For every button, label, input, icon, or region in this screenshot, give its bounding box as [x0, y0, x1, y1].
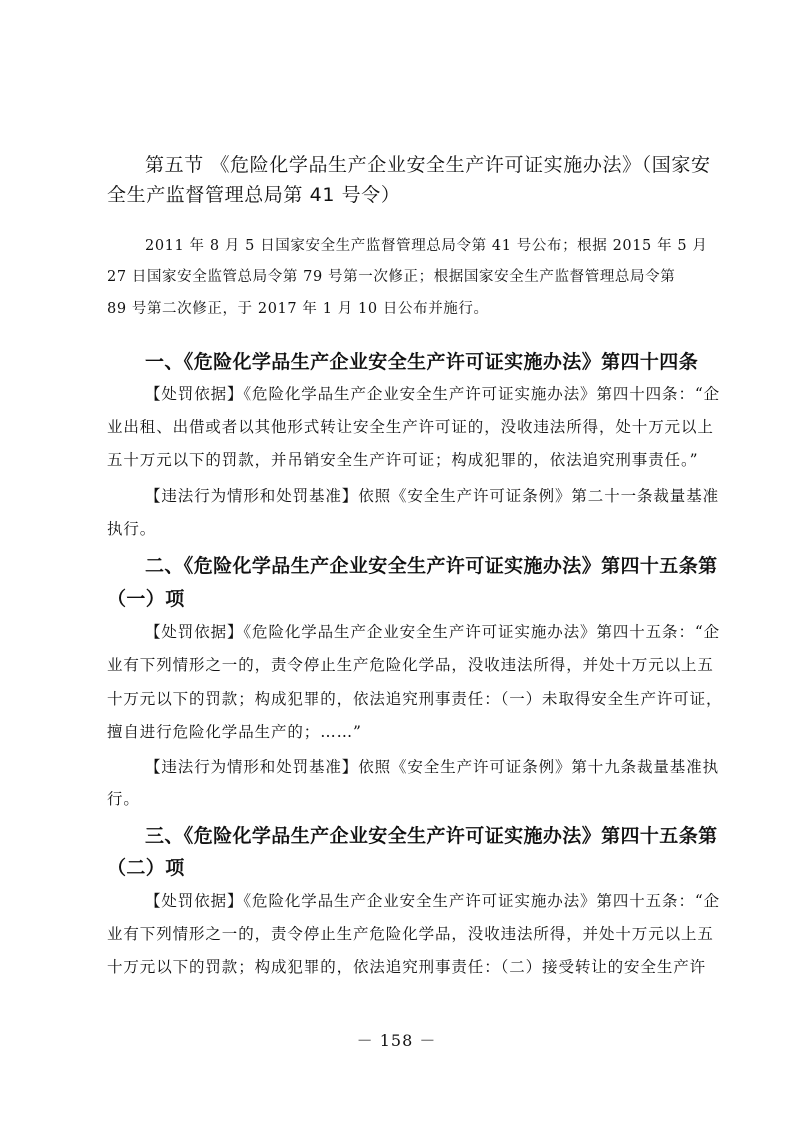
article-44-basis-line-1: [145, 382, 720, 404]
basis-text: 《危险化学品生产企业安全生产许可证实施办法》第四十五条：“企: [243, 623, 721, 641]
article-45-1-basis-line-2: 业有下列情形之一的，责令停止生产危险化学品，没收违法所得，并处十万元以上五: [107, 656, 714, 674]
article-45-1-basis-line-1: [145, 620, 720, 642]
article-44-basis-line-3: 五十万元以下的罚款，并吊销安全生产许可证；构成犯罪的，依法追究刑事责任。”: [107, 451, 699, 469]
revision-note-line-1: 2011 年 8 月 5 日国家安全生产监督管理总局令第 41 号公布；根据 2015 年 5 月: [145, 238, 708, 254]
article-44-basis-line-2: 业出租、出借或者以其他形式转让安全生产许可证的，没收违法所得，处十万元以上: [107, 418, 714, 436]
basis-text: 《危险化学品生产企业安全生产许可证实施办法》第四十四条：“企: [243, 385, 721, 403]
basis-label: 【处罚依据】: [145, 623, 244, 641]
standard-label: 【违法行为情形和处罚基准】: [145, 487, 359, 505]
standard-text: 依照《安全生产许可证条例》第二十一条裁量基准: [358, 487, 720, 505]
article-45-1-heading-line-2: （一）项: [107, 588, 185, 610]
standard-text: 依照《安全生产许可证条例》第十九条裁量基准执: [358, 758, 720, 776]
article-44-standard-line-1: [145, 484, 719, 506]
basis-text: 《危险化学品生产企业安全生产许可证实施办法》第四十五条：“企: [243, 892, 721, 910]
section-title-line-1: 第五节 《危险化学品生产企业安全生产许可证实施办法》（国家安: [145, 154, 711, 176]
section-title-line-2: 全生产监督管理总局第 41 号令）: [107, 184, 401, 206]
article-45-2-basis-line-1: [145, 889, 720, 911]
basis-label: 【处罚依据】: [145, 385, 244, 403]
article-45-1-heading-line-1: 二、《危险化学品生产企业安全生产许可证实施办法》第四十五条第: [145, 555, 718, 577]
article-45-1-standard-line-2: 行。: [107, 790, 140, 808]
article-44-heading: 一、《危险化学品生产企业安全生产许可证实施办法》第四十四条: [145, 351, 699, 373]
standard-label: 【违法行为情形和处罚基准】: [145, 758, 359, 776]
article-45-2-heading-line-1: 三、《危险化学品生产企业安全生产许可证实施办法》第四十五条第: [145, 825, 718, 847]
page-number: － 158 －: [356, 1031, 437, 1050]
article-45-1-basis-line-4: 擅自进行危险化学品生产的；……”: [107, 723, 362, 741]
article-45-1-basis-line-3: 十万元以下的罚款；构成犯罪的，依法追究刑事责任：（一）未取得安全生产许可证，: [107, 690, 723, 708]
article-45-1-standard-line-1: [145, 755, 719, 777]
revision-note-line-2: 27 日国家安全监管总局令第 79 号第一次修正；根据国家安全生产监督管理总局令第: [107, 269, 676, 285]
basis-label: 【处罚依据】: [145, 892, 244, 910]
article-45-2-heading-line-2: （二）项: [107, 857, 185, 879]
article-44-standard-line-2: 执行。: [107, 520, 157, 538]
article-45-2-basis-line-2: 业有下列情形之一的，责令停止生产危险化学品，没收违法所得，并处十万元以上五: [107, 925, 714, 943]
article-45-2-basis-line-3: 十万元以下的罚款；构成犯罪的，依法追究刑事责任：（二）接受转让的安全生产许: [107, 958, 707, 976]
revision-note-line-3: 89 号第二次修正，于 2017 年 1 月 10 日公布并施行。: [107, 301, 489, 317]
